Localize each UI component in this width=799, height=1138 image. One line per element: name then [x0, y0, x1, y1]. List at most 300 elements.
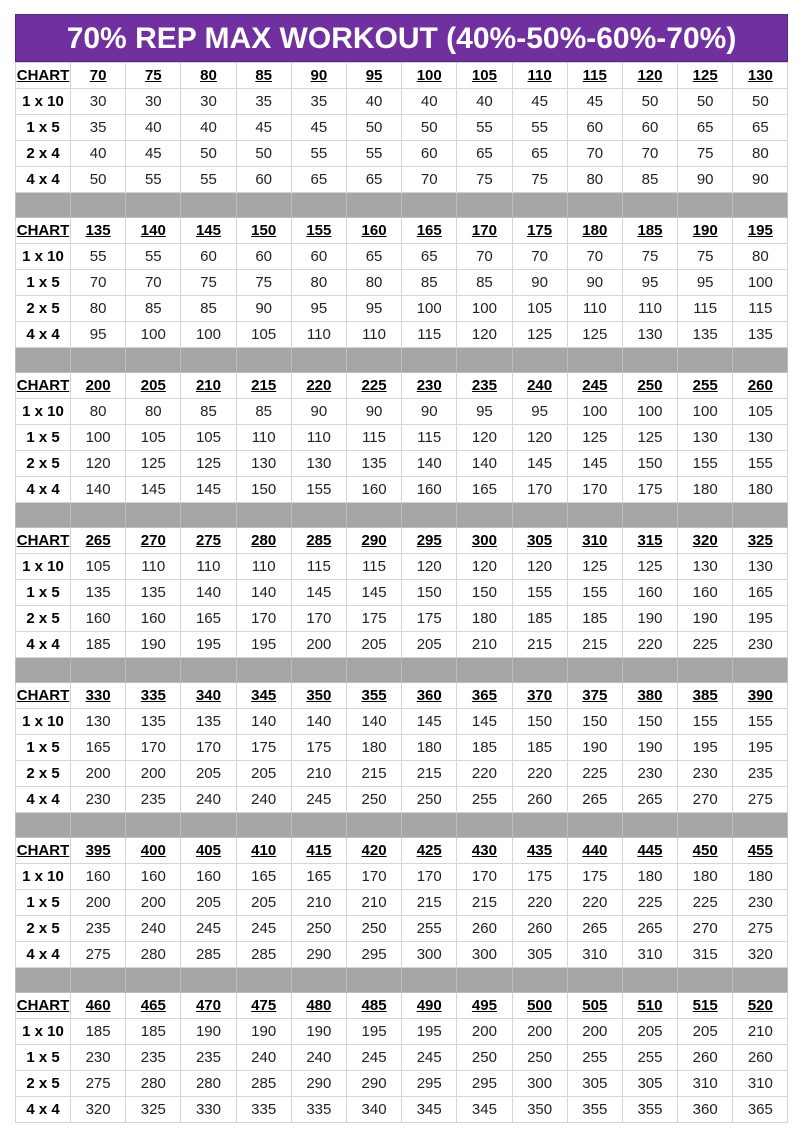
weight-cell: 140 [346, 709, 401, 735]
separator-cell [291, 503, 346, 528]
set-scheme-label: 1 x 10 [16, 399, 71, 425]
weight-cell: 70 [71, 270, 126, 296]
separator-cell [678, 193, 733, 218]
weight-cell: 105 [733, 399, 788, 425]
chart-header-row [16, 63, 788, 89]
weight-cell: 205 [622, 1019, 677, 1045]
set-row [16, 554, 788, 580]
max-weight-header: 210 [181, 373, 236, 399]
separator-cell [733, 658, 788, 683]
weight-cell: 90 [512, 270, 567, 296]
separator-cell [402, 348, 457, 373]
separator-cell [346, 193, 401, 218]
weight-cell: 255 [567, 1045, 622, 1071]
weight-cell: 255 [622, 1045, 677, 1071]
separator-cell [622, 658, 677, 683]
weight-cell: 65 [402, 244, 457, 270]
weight-cell: 30 [71, 89, 126, 115]
weight-cell: 270 [678, 916, 733, 942]
set-row [16, 425, 788, 451]
weight-cell: 50 [733, 89, 788, 115]
max-weight-header: 195 [733, 218, 788, 244]
weight-cell: 50 [622, 89, 677, 115]
weight-cell: 170 [567, 477, 622, 503]
weight-cell: 40 [402, 89, 457, 115]
weight-cell: 230 [71, 1045, 126, 1071]
weight-cell: 280 [126, 942, 181, 968]
weight-cell: 70 [567, 244, 622, 270]
weight-cell: 80 [567, 167, 622, 193]
weight-cell: 60 [181, 244, 236, 270]
max-weight-header: 495 [457, 993, 512, 1019]
max-weight-header: 250 [622, 373, 677, 399]
separator-cell [622, 968, 677, 993]
max-weight-header: 440 [567, 838, 622, 864]
weight-cell: 100 [402, 296, 457, 322]
weight-cell: 300 [512, 1071, 567, 1097]
separator-cell [126, 813, 181, 838]
separator-cell [346, 503, 401, 528]
weight-cell: 190 [126, 632, 181, 658]
weight-cell: 175 [622, 477, 677, 503]
max-weight-header: 285 [291, 528, 346, 554]
weight-cell: 215 [402, 890, 457, 916]
weight-cell: 80 [733, 244, 788, 270]
weight-cell: 40 [181, 115, 236, 141]
weight-cell: 90 [567, 270, 622, 296]
weight-cell: 170 [181, 735, 236, 761]
max-weight-header: 225 [346, 373, 401, 399]
separator-cell [622, 813, 677, 838]
separator-cell [402, 193, 457, 218]
weight-cell: 170 [236, 606, 291, 632]
separator-cell [567, 968, 622, 993]
weight-cell: 320 [733, 942, 788, 968]
set-scheme-label: 1 x 10 [16, 709, 71, 735]
weight-cell: 100 [181, 322, 236, 348]
set-scheme-label: 1 x 10 [16, 244, 71, 270]
weight-cell: 180 [402, 735, 457, 761]
weight-cell: 100 [622, 399, 677, 425]
weight-cell: 75 [622, 244, 677, 270]
weight-cell: 200 [126, 890, 181, 916]
weight-cell: 50 [181, 141, 236, 167]
weight-cell: 65 [733, 115, 788, 141]
weight-cell: 30 [181, 89, 236, 115]
separator-cell [457, 503, 512, 528]
weight-cell: 125 [622, 425, 677, 451]
max-weight-header: 410 [236, 838, 291, 864]
max-weight-header: 335 [126, 683, 181, 709]
separator-cell [236, 193, 291, 218]
separator-cell [346, 658, 401, 683]
max-weight-header: 370 [512, 683, 567, 709]
weight-cell: 30 [126, 89, 181, 115]
weight-cell: 150 [457, 580, 512, 606]
weight-cell: 240 [181, 787, 236, 813]
weight-cell: 110 [236, 554, 291, 580]
set-row [16, 270, 788, 296]
max-weight-header: 295 [402, 528, 457, 554]
separator-cell [126, 503, 181, 528]
weight-cell: 155 [512, 580, 567, 606]
separator-cell [236, 813, 291, 838]
chart-label: CHART [16, 838, 71, 864]
weight-cell: 185 [567, 606, 622, 632]
weight-cell: 155 [567, 580, 622, 606]
weight-cell: 215 [567, 632, 622, 658]
max-weight-header: 315 [622, 528, 677, 554]
weight-cell: 245 [236, 916, 291, 942]
weight-cell: 70 [402, 167, 457, 193]
weight-cell: 130 [678, 425, 733, 451]
chart-label: CHART [16, 218, 71, 244]
separator-cell [236, 503, 291, 528]
weight-cell: 105 [512, 296, 567, 322]
separator-cell [291, 813, 346, 838]
weight-cell: 265 [567, 787, 622, 813]
weight-cell: 60 [291, 244, 346, 270]
weight-cell: 85 [236, 399, 291, 425]
weight-cell: 35 [236, 89, 291, 115]
weight-cell: 310 [567, 942, 622, 968]
weight-cell: 75 [457, 167, 512, 193]
weight-cell: 190 [291, 1019, 346, 1045]
weight-cell: 40 [346, 89, 401, 115]
separator-cell [733, 193, 788, 218]
separator-cell [236, 658, 291, 683]
weight-cell: 130 [678, 554, 733, 580]
weight-cell: 115 [733, 296, 788, 322]
weight-cell: 130 [622, 322, 677, 348]
weight-cell: 120 [402, 554, 457, 580]
weight-cell: 135 [126, 580, 181, 606]
weight-cell: 225 [678, 632, 733, 658]
weight-cell: 280 [126, 1071, 181, 1097]
max-weight-header: 455 [733, 838, 788, 864]
max-weight-header: 470 [181, 993, 236, 1019]
weight-cell: 295 [346, 942, 401, 968]
weight-cell: 90 [402, 399, 457, 425]
weight-cell: 45 [567, 89, 622, 115]
weight-cell: 210 [291, 761, 346, 787]
weight-cell: 160 [402, 477, 457, 503]
max-weight-header: 265 [71, 528, 126, 554]
weight-cell: 170 [291, 606, 346, 632]
weight-cell: 130 [236, 451, 291, 477]
workout-sheet [15, 14, 788, 1123]
weight-cell: 205 [236, 761, 291, 787]
weight-cell: 100 [71, 425, 126, 451]
weight-cell: 80 [71, 296, 126, 322]
weight-cell: 45 [126, 141, 181, 167]
weight-cell: 115 [346, 425, 401, 451]
separator-cell [567, 503, 622, 528]
weight-cell: 100 [457, 296, 512, 322]
weight-cell: 160 [181, 864, 236, 890]
chart-header-row [16, 993, 788, 1019]
max-weight-header: 85 [236, 63, 291, 89]
weight-cell: 105 [126, 425, 181, 451]
weight-cell: 200 [71, 890, 126, 916]
max-weight-header: 460 [71, 993, 126, 1019]
separator-cell [512, 813, 567, 838]
weight-cell: 235 [733, 761, 788, 787]
set-scheme-label: 1 x 5 [16, 1045, 71, 1071]
separator-cell [71, 968, 126, 993]
weight-cell: 50 [236, 141, 291, 167]
weight-cell: 90 [236, 296, 291, 322]
max-weight-header: 365 [457, 683, 512, 709]
set-row [16, 477, 788, 503]
separator-cell [678, 813, 733, 838]
weight-cell: 175 [512, 864, 567, 890]
weight-cell: 50 [402, 115, 457, 141]
set-scheme-label: 2 x 5 [16, 761, 71, 787]
max-weight-header: 325 [733, 528, 788, 554]
weight-cell: 320 [71, 1097, 126, 1123]
weight-cell: 50 [678, 89, 733, 115]
set-row [16, 141, 788, 167]
weight-cell: 250 [457, 1045, 512, 1071]
weight-cell: 100 [567, 399, 622, 425]
weight-cell: 105 [71, 554, 126, 580]
weight-cell: 75 [512, 167, 567, 193]
max-weight-header: 505 [567, 993, 622, 1019]
separator-cell [457, 193, 512, 218]
weight-cell: 130 [291, 451, 346, 477]
weight-cell: 40 [126, 115, 181, 141]
separator-cell [16, 503, 71, 528]
weight-cell: 255 [457, 787, 512, 813]
weight-cell: 275 [733, 787, 788, 813]
weight-cell: 40 [457, 89, 512, 115]
separator-cell [512, 968, 567, 993]
weight-cell: 70 [622, 141, 677, 167]
weight-cell: 205 [236, 890, 291, 916]
weight-cell: 195 [402, 1019, 457, 1045]
weight-cell: 290 [346, 1071, 401, 1097]
weight-cell: 140 [291, 709, 346, 735]
weight-cell: 220 [457, 761, 512, 787]
weight-cell: 90 [733, 167, 788, 193]
weight-cell: 75 [236, 270, 291, 296]
weight-cell: 195 [678, 735, 733, 761]
weight-cell: 175 [346, 606, 401, 632]
set-row [16, 632, 788, 658]
weight-cell: 235 [126, 1045, 181, 1071]
weight-cell: 120 [512, 425, 567, 451]
weight-cell: 165 [236, 864, 291, 890]
max-weight-header: 160 [346, 218, 401, 244]
weight-cell: 150 [622, 709, 677, 735]
weight-cell: 35 [291, 89, 346, 115]
max-weight-header: 255 [678, 373, 733, 399]
max-weight-header: 110 [512, 63, 567, 89]
weight-cell: 130 [733, 425, 788, 451]
weight-cell: 245 [291, 787, 346, 813]
separator-cell [346, 968, 401, 993]
weight-cell: 110 [567, 296, 622, 322]
weight-cell: 345 [402, 1097, 457, 1123]
separator-cell [291, 348, 346, 373]
weight-cell: 245 [346, 1045, 401, 1071]
weight-cell: 150 [622, 451, 677, 477]
weight-cell: 365 [733, 1097, 788, 1123]
separator-cell [126, 193, 181, 218]
weight-cell: 145 [512, 451, 567, 477]
weight-cell: 300 [402, 942, 457, 968]
max-weight-header: 510 [622, 993, 677, 1019]
weight-cell: 95 [346, 296, 401, 322]
weight-cell: 65 [291, 167, 346, 193]
set-scheme-label: 4 x 4 [16, 167, 71, 193]
separator-cell [512, 658, 567, 683]
weight-cell: 260 [457, 916, 512, 942]
max-weight-header: 300 [457, 528, 512, 554]
set-row [16, 580, 788, 606]
max-weight-header: 245 [567, 373, 622, 399]
max-weight-header: 190 [678, 218, 733, 244]
max-weight-header: 350 [291, 683, 346, 709]
max-weight-header: 275 [181, 528, 236, 554]
weight-cell: 250 [346, 787, 401, 813]
weight-cell: 205 [402, 632, 457, 658]
weight-cell: 80 [291, 270, 346, 296]
weight-cell: 90 [346, 399, 401, 425]
weight-cell: 95 [457, 399, 512, 425]
weight-cell: 170 [346, 864, 401, 890]
weight-cell: 120 [512, 554, 567, 580]
weight-cell: 80 [126, 399, 181, 425]
weight-cell: 60 [236, 244, 291, 270]
weight-cell: 85 [402, 270, 457, 296]
separator-cell [346, 348, 401, 373]
weight-cell: 55 [457, 115, 512, 141]
max-weight-header: 230 [402, 373, 457, 399]
weight-cell: 180 [678, 477, 733, 503]
weight-cell: 240 [291, 1045, 346, 1071]
max-weight-header: 95 [346, 63, 401, 89]
chart-header-row [16, 528, 788, 554]
weight-cell: 325 [126, 1097, 181, 1123]
set-scheme-label: 1 x 10 [16, 864, 71, 890]
weight-cell: 140 [236, 580, 291, 606]
weight-cell: 215 [457, 890, 512, 916]
weight-cell: 35 [71, 115, 126, 141]
weight-cell: 135 [126, 709, 181, 735]
rep-max-table [15, 62, 788, 1123]
weight-cell: 240 [236, 787, 291, 813]
weight-cell: 85 [622, 167, 677, 193]
separator-cell [71, 193, 126, 218]
weight-cell: 215 [402, 761, 457, 787]
weight-cell: 75 [181, 270, 236, 296]
separator-cell [457, 348, 512, 373]
weight-cell: 205 [181, 890, 236, 916]
weight-cell: 265 [622, 787, 677, 813]
separator-cell [512, 348, 567, 373]
weight-cell: 185 [126, 1019, 181, 1045]
max-weight-header: 260 [733, 373, 788, 399]
weight-cell: 285 [236, 1071, 291, 1097]
max-weight-header: 515 [678, 993, 733, 1019]
weight-cell: 85 [181, 399, 236, 425]
weight-cell: 125 [567, 554, 622, 580]
separator-cell [512, 503, 567, 528]
weight-cell: 285 [181, 942, 236, 968]
separator-row [16, 658, 788, 683]
weight-cell: 135 [71, 580, 126, 606]
separator-cell [567, 348, 622, 373]
weight-cell: 355 [622, 1097, 677, 1123]
separator-cell [16, 193, 71, 218]
weight-cell: 125 [622, 554, 677, 580]
max-weight-header: 415 [291, 838, 346, 864]
weight-cell: 265 [622, 916, 677, 942]
set-row [16, 167, 788, 193]
weight-cell: 190 [622, 735, 677, 761]
weight-cell: 55 [346, 141, 401, 167]
weight-cell: 220 [512, 890, 567, 916]
weight-cell: 250 [291, 916, 346, 942]
weight-cell: 75 [678, 244, 733, 270]
separator-cell [678, 503, 733, 528]
max-weight-header: 150 [236, 218, 291, 244]
weight-cell: 335 [236, 1097, 291, 1123]
chart-label: CHART [16, 993, 71, 1019]
max-weight-header: 405 [181, 838, 236, 864]
separator-cell [622, 503, 677, 528]
weight-cell: 295 [402, 1071, 457, 1097]
weight-cell: 50 [346, 115, 401, 141]
weight-cell: 180 [678, 864, 733, 890]
weight-cell: 190 [236, 1019, 291, 1045]
weight-cell: 110 [126, 554, 181, 580]
weight-cell: 260 [512, 787, 567, 813]
weight-cell: 155 [678, 709, 733, 735]
weight-cell: 140 [236, 709, 291, 735]
separator-cell [291, 193, 346, 218]
weight-cell: 100 [678, 399, 733, 425]
weight-cell: 55 [71, 244, 126, 270]
set-row [16, 787, 788, 813]
weight-cell: 235 [71, 916, 126, 942]
set-row [16, 1097, 788, 1123]
weight-cell: 120 [457, 554, 512, 580]
set-scheme-label: 1 x 10 [16, 554, 71, 580]
separator-cell [16, 658, 71, 683]
weight-cell: 180 [346, 735, 401, 761]
weight-cell: 125 [567, 322, 622, 348]
separator-cell [402, 658, 457, 683]
set-scheme-label: 1 x 10 [16, 1019, 71, 1045]
set-row [16, 115, 788, 141]
set-row [16, 709, 788, 735]
weight-cell: 180 [457, 606, 512, 632]
max-weight-header: 120 [622, 63, 677, 89]
weight-cell: 245 [402, 1045, 457, 1071]
weight-cell: 110 [181, 554, 236, 580]
weight-cell: 110 [291, 322, 346, 348]
weight-cell: 70 [457, 244, 512, 270]
weight-cell: 250 [346, 916, 401, 942]
weight-cell: 200 [567, 1019, 622, 1045]
weight-cell: 175 [236, 735, 291, 761]
weight-cell: 230 [622, 761, 677, 787]
weight-cell: 185 [71, 1019, 126, 1045]
weight-cell: 65 [346, 244, 401, 270]
